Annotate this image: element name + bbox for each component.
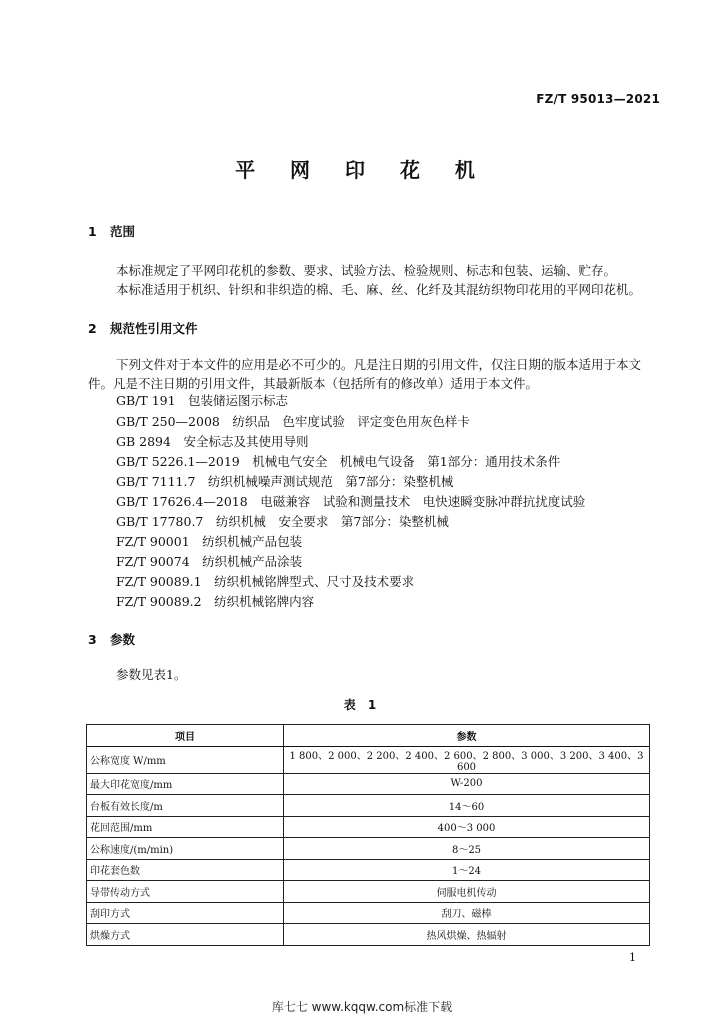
reference-item: FZ/T 90001 纺织机械产品包装 xyxy=(116,534,303,549)
table-row xyxy=(87,773,650,795)
table-row xyxy=(87,746,650,773)
reference-item: FZ/T 90089.1 纺织机械铭牌型式、尺寸及技术要求 xyxy=(116,574,415,589)
table-row xyxy=(87,859,650,881)
reference-item: GB/T 5226.1—2019 机械电气安全 机械电气设备 第1部分：通用技术条件 xyxy=(116,454,561,469)
table-row xyxy=(87,838,650,860)
row-value: 1～24 xyxy=(284,859,650,881)
column-header-value: 参数 xyxy=(284,725,650,747)
row-item: 导带传动方式 xyxy=(87,881,284,903)
parameters-table xyxy=(86,724,650,946)
row-value: W-200 xyxy=(284,773,650,795)
column-header-item: 项目 xyxy=(87,725,284,747)
row-value: 14～60 xyxy=(284,795,650,817)
reference-item: GB/T 250—2008 纺织品 色牢度试验 评定变色用灰色样卡 xyxy=(116,414,470,429)
row-item: 花回范围/mm xyxy=(87,816,284,838)
download-footer: 库七七 www.kqqw.com标准下载 xyxy=(271,1000,453,1014)
section-3-text: 参数见表1。 xyxy=(116,667,187,682)
row-value: 热风烘燥、热辐射 xyxy=(284,924,650,946)
row-value: 伺服电机传动 xyxy=(284,881,650,903)
reference-item: FZ/T 90089.2 纺织机械铭牌内容 xyxy=(116,594,315,609)
document-title: 平 网 印 花 机 xyxy=(235,158,489,182)
section-number: 3 xyxy=(88,632,97,647)
standard-code: FZ/T 95013—2021 xyxy=(536,92,660,106)
table-row xyxy=(87,795,650,817)
table-row xyxy=(87,881,650,903)
reference-item: GB/T 17626.4—2018 电磁兼容 试验和测量技术 电快速瞬变脉冲群抗扰度试验 xyxy=(116,494,586,509)
row-item: 印花套色数 xyxy=(87,859,284,881)
table-row xyxy=(87,902,650,924)
section-title: 范围 xyxy=(110,224,136,239)
section-3-heading xyxy=(88,630,135,648)
table-header-row xyxy=(87,725,650,747)
section-title: 规范性引用文件 xyxy=(110,321,198,336)
table-row xyxy=(87,816,650,838)
reference-item: GB/T 17780.7 纺织机械 安全要求 第7部分：染整机械 xyxy=(116,514,449,529)
section-number: 2 xyxy=(88,321,97,336)
reference-item: GB 2894 安全标志及其使用导则 xyxy=(116,434,309,449)
section-title: 参数 xyxy=(110,632,136,647)
row-item: 公称速度/(m/min) xyxy=(87,838,284,860)
row-value: 刮刀、磁棒 xyxy=(284,902,650,924)
row-value: 8～25 xyxy=(284,838,650,860)
section-number: 1 xyxy=(88,224,97,239)
row-item: 台板有效长度/m xyxy=(87,795,284,817)
table-caption: 表 1 xyxy=(343,698,381,712)
section-2-heading xyxy=(88,319,198,337)
section-1-paragraph: 本标准规定了平网印花机的参数、要求、试验方法、检验规则、标志和包装、运输、贮存。 xyxy=(116,263,617,278)
section-2-intro: 下列文件对于本文件的应用是必不可少的。凡是注日期的引用文件，仅注日期的版本适用于本文件。凡是不注日期的引用文件，其最新版本（包括所有的修改单）适用于本文件。 xyxy=(88,357,642,391)
row-item: 公称宽度 W/mm xyxy=(87,746,284,773)
row-item: 最大印花宽度/mm xyxy=(87,773,284,795)
reference-item: FZ/T 90074 纺织机械产品涂装 xyxy=(116,554,303,569)
reference-item: GB/T 7111.7 纺织机械噪声测试规范 第7部分：染整机械 xyxy=(116,474,454,489)
table-row xyxy=(87,924,650,946)
row-value: 400～3 000 xyxy=(284,816,650,838)
row-value: 1 800、2 000、2 200、2 400、2 600、2 800、3 000、3 200、3 400、3 600 xyxy=(284,746,650,773)
reference-item: GB/T 191 包装储运图示标志 xyxy=(116,393,289,408)
page-number: 1 xyxy=(629,951,636,964)
section-1-paragraph: 本标准适用于机织、针织和非织造的棉、毛、麻、丝、化纤及其混纺织物印花用的平网印花机。 xyxy=(116,282,642,297)
section-1-heading xyxy=(88,222,135,240)
row-item: 刮印方式 xyxy=(87,902,284,924)
row-item: 烘燥方式 xyxy=(87,924,284,946)
